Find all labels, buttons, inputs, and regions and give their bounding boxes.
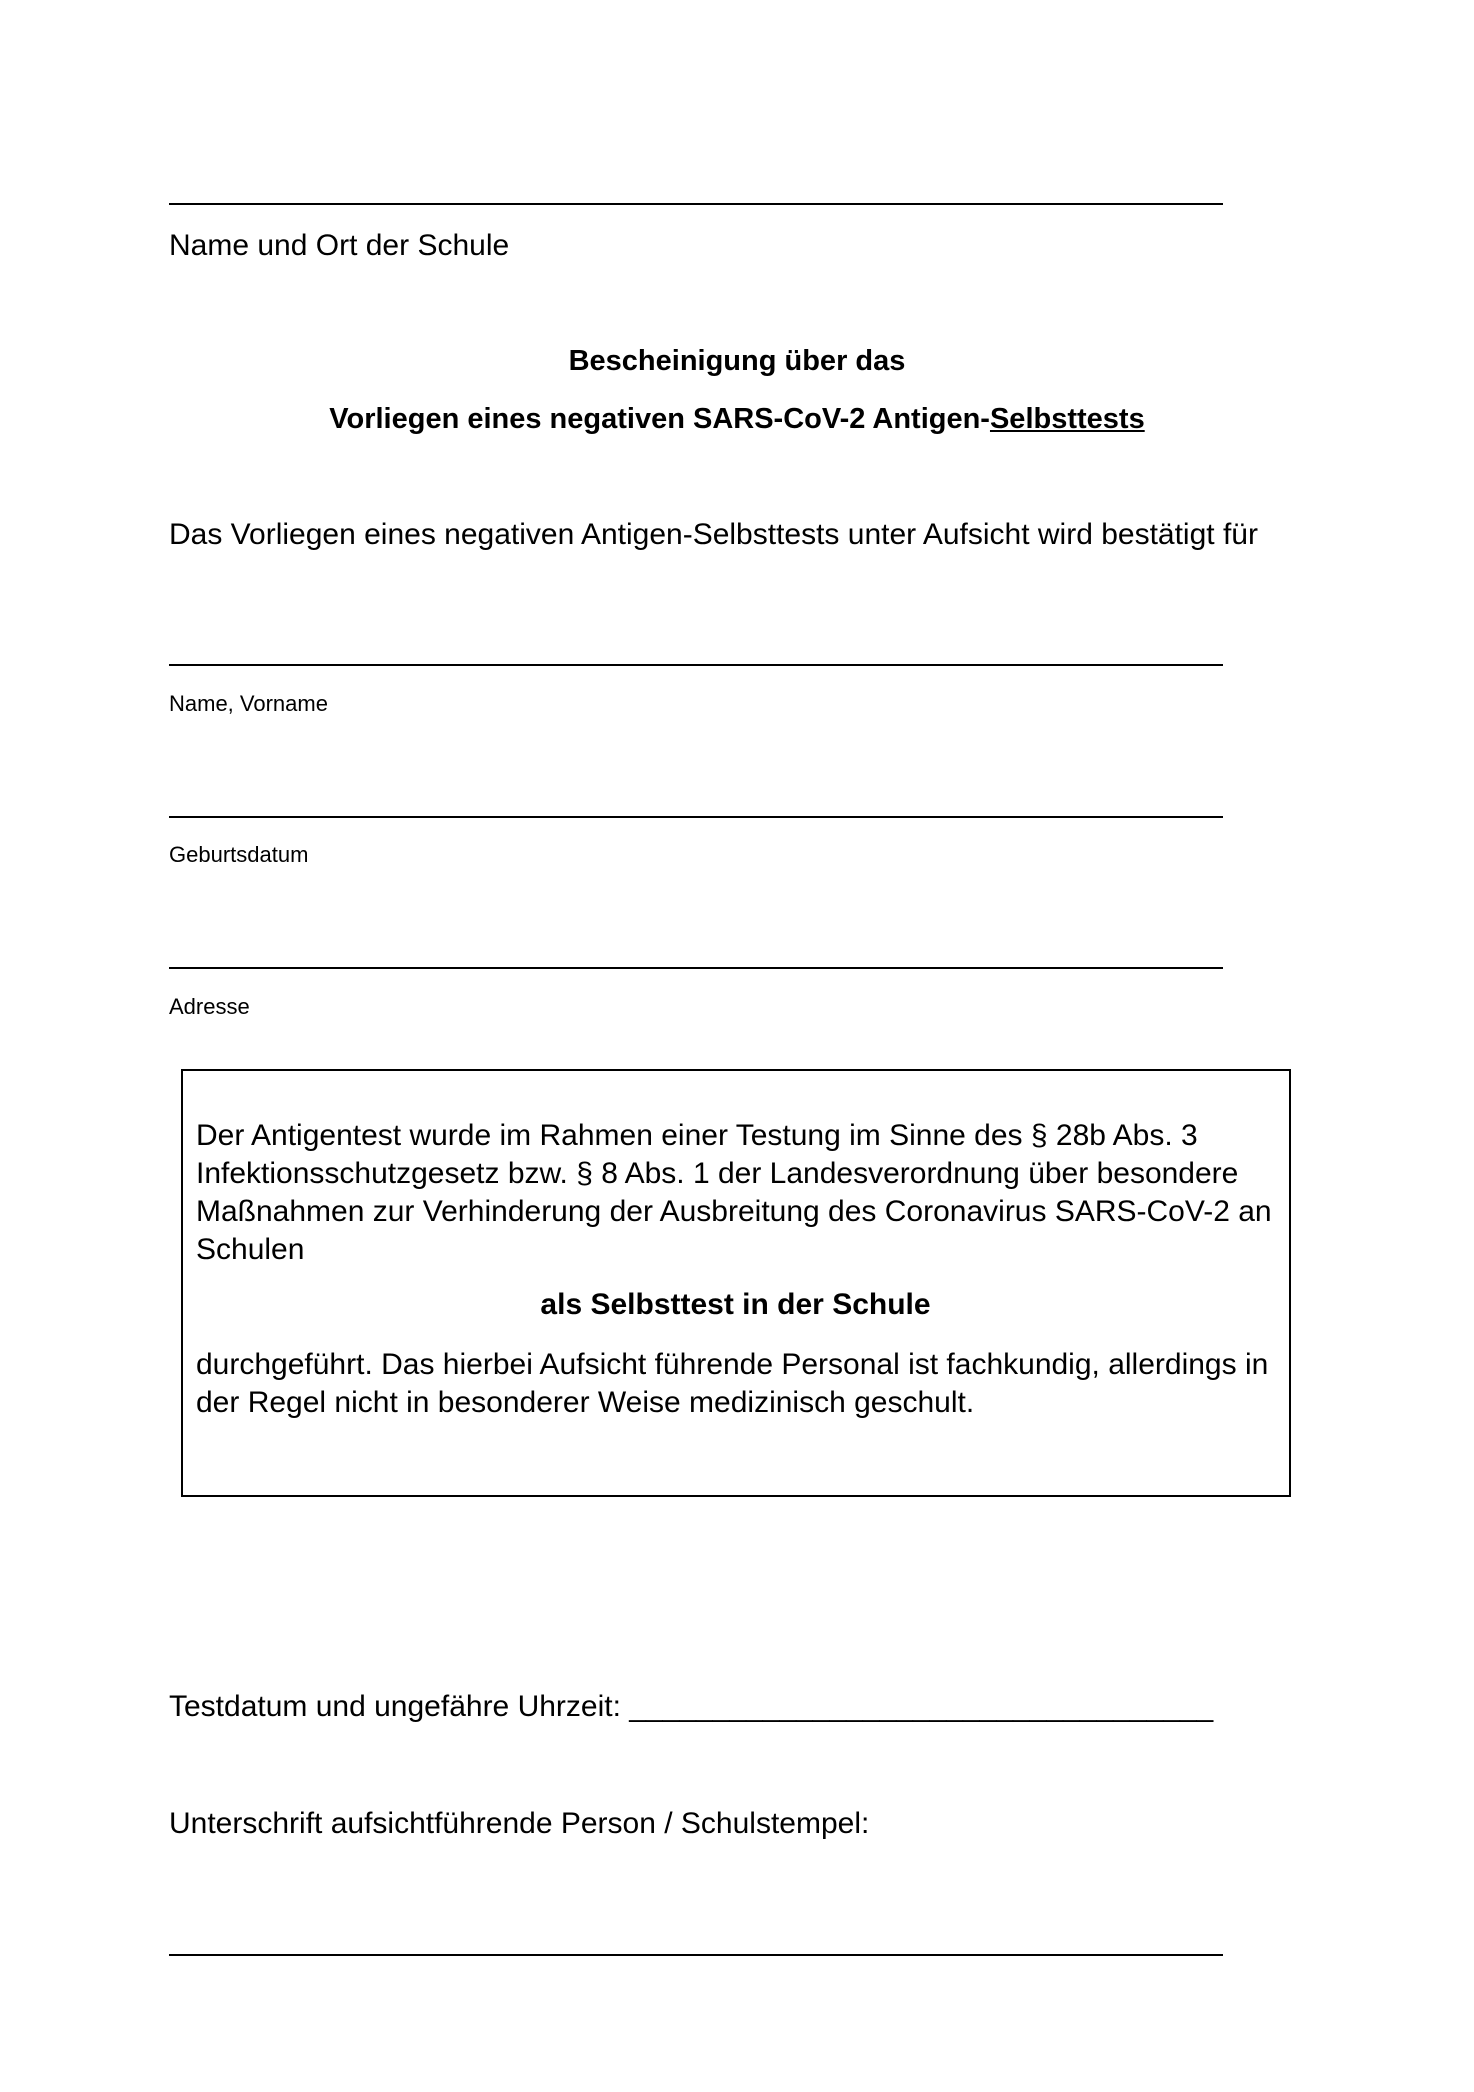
- school-name-label: Name und Ort der Schule: [169, 229, 510, 262]
- intro-text: Das Vorliegen eines negativen Antigen-Selbsttests unter Aufsicht wird bestätigt für: [169, 518, 1258, 551]
- signature-line[interactable]: [169, 1954, 1223, 1956]
- notice-paragraph-1: Der Antigentest wurde im Rahmen einer Testung im Sinne des § 28b Abs. 3 Infektionsschutzgesetz bzw. § 8 Abs. 1 der Landesverordnung über besondere Maßnahmen zur Verhinderung der Ausbreitung des Coronavirus SARS-CoV-2 an Schulen: [196, 1119, 1272, 1266]
- name-field-label: Name, Vorname: [169, 691, 328, 716]
- document-title-line2-prefix: Vorliegen eines negativen SARS-CoV-2 Antigen-: [329, 403, 990, 435]
- document-title-line1: Bescheinigung über das: [568, 345, 906, 377]
- birthdate-field-line[interactable]: [169, 816, 1223, 818]
- school-name-line[interactable]: [169, 203, 1223, 205]
- document-title-line2: [0, 403, 1474, 436]
- test-date-blank[interactable]: ___________________________________: [629, 1690, 1214, 1723]
- signature-label: Unterschrift aufsichtführende Person / Schulstempel:: [169, 1807, 870, 1840]
- notice-paragraph-2: durchgeführt. Das hierbei Aufsicht führende Personal ist fachkundig, allerdings in der Regel nicht in besonderer Weise medizinisch geschult.: [196, 1348, 1269, 1419]
- birthdate-field-label: Geburtsdatum: [169, 842, 309, 867]
- test-date-row: [169, 1690, 1213, 1724]
- test-date-label: Testdatum und ungefähre Uhrzeit:: [169, 1690, 621, 1723]
- notice-emphasis: als Selbsttest in der Schule: [540, 1288, 931, 1321]
- address-field-line[interactable]: [169, 967, 1223, 969]
- address-field-label: Adresse: [169, 994, 250, 1019]
- notice-box: [181, 1069, 1291, 1497]
- document-title-line2-underlined: Selbsttests: [989, 403, 1145, 435]
- name-field-line[interactable]: [169, 664, 1223, 666]
